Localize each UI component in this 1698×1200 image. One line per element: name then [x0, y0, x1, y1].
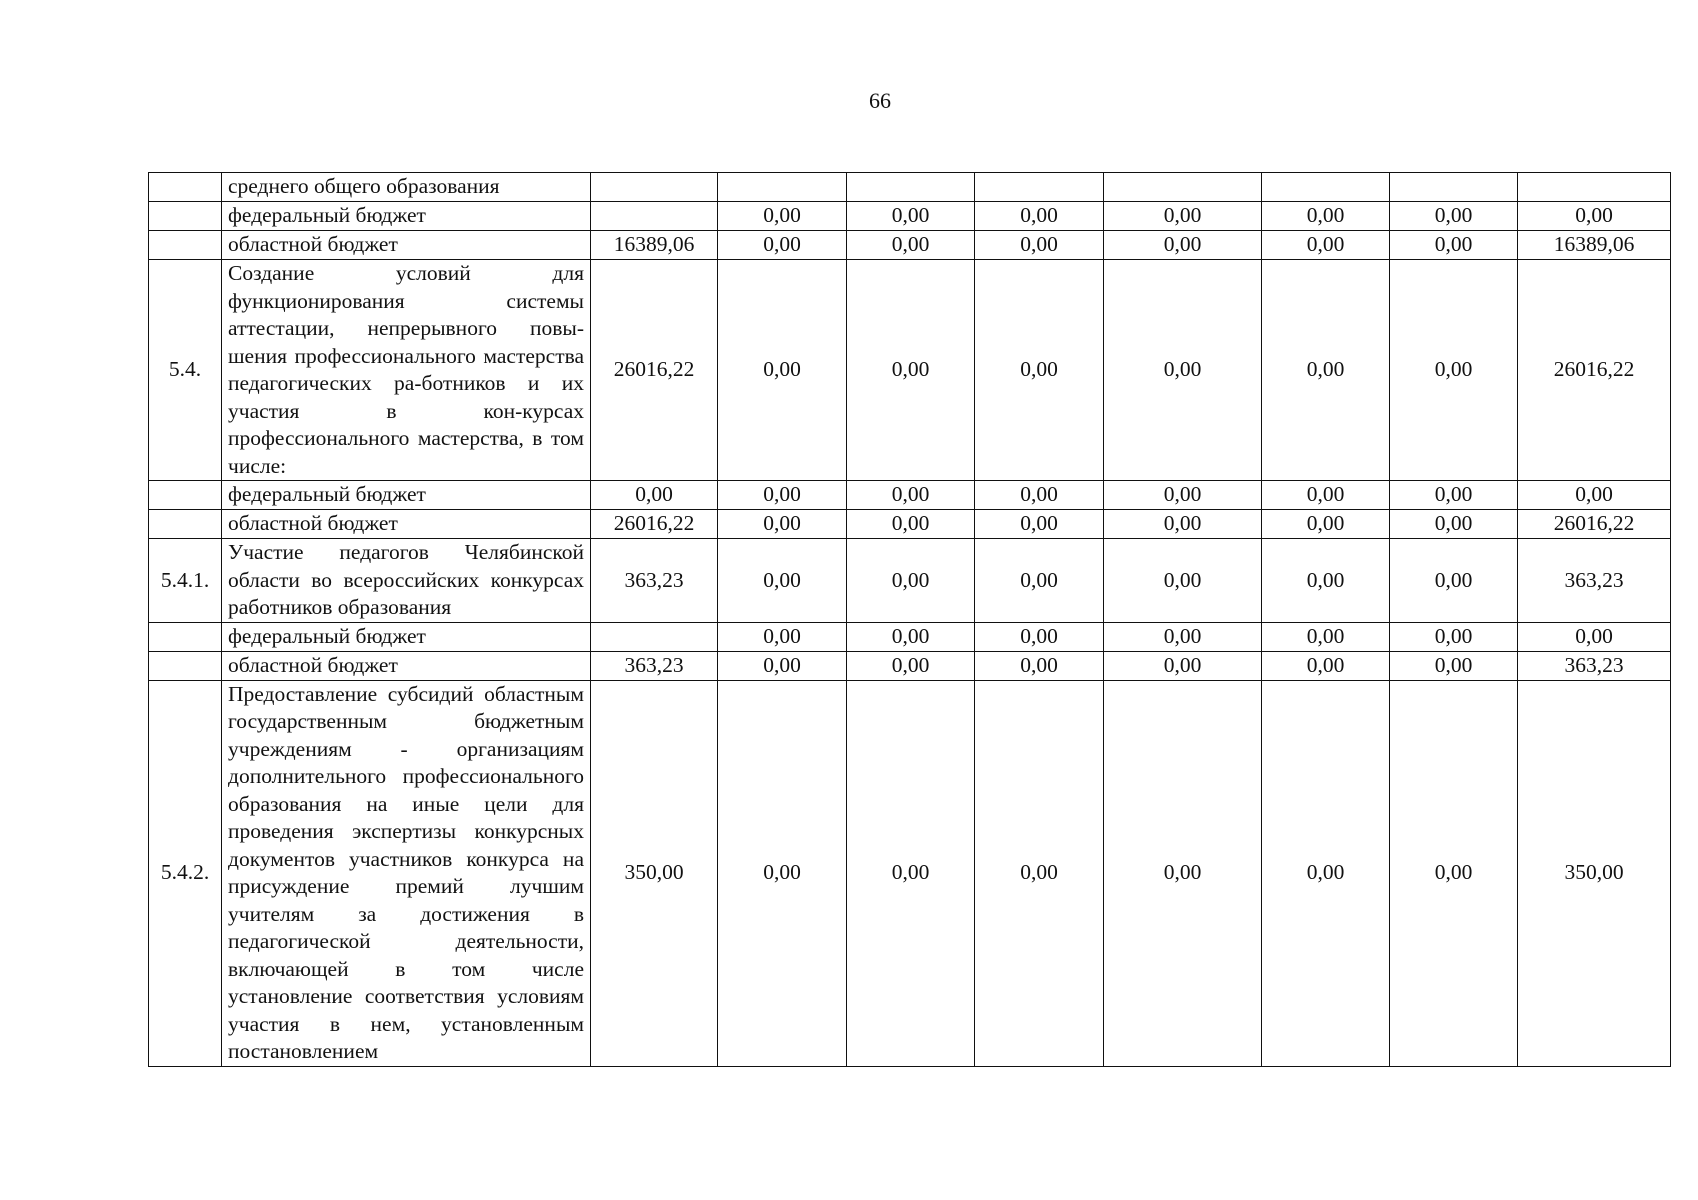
- amount-cell: 0,00: [975, 539, 1104, 623]
- page-number: 66: [869, 88, 891, 113]
- item-code-cell: [149, 510, 222, 539]
- program-item-row: [149, 539, 1671, 623]
- amount-cell: [718, 173, 847, 202]
- amount-cell: [975, 173, 1104, 202]
- amount-cell: 0,00: [1390, 481, 1518, 510]
- item-code-cell: [149, 622, 222, 651]
- item-code-cell: [149, 231, 222, 260]
- funding-source-row: [149, 651, 1671, 680]
- amount-cell: 0,00: [975, 481, 1104, 510]
- item-code-cell: [149, 651, 222, 680]
- amount-cell: 0,00: [847, 231, 975, 260]
- amount-cell: 0,00: [718, 651, 847, 680]
- amount-cell: [847, 173, 975, 202]
- table-body: [149, 173, 1671, 1067]
- funding-source-row: [149, 231, 1671, 260]
- amount-cell: 0,00: [718, 231, 847, 260]
- amount-cell: 0,00: [975, 231, 1104, 260]
- funding-source-cell: федеральный бюджет: [222, 622, 591, 651]
- amount-cell: 0,00: [718, 622, 847, 651]
- amount-cell: [1390, 173, 1518, 202]
- amount-cell: 0,00: [847, 481, 975, 510]
- funding-source-row: [149, 622, 1671, 651]
- amount-cell: 0,00: [718, 202, 847, 231]
- amount-cell: 0,00: [1104, 510, 1262, 539]
- amount-cell: 0,00: [847, 202, 975, 231]
- item-code-cell: [149, 173, 222, 202]
- amount-cell: 0,00: [1262, 260, 1390, 481]
- amount-cell: 0,00: [975, 680, 1104, 1066]
- amount-cell: 0,00: [1390, 260, 1518, 481]
- amount-cell: 0,00: [1262, 231, 1390, 260]
- funding-source-cell: среднего общего образования: [222, 173, 591, 202]
- amount-cell: [591, 202, 718, 231]
- amount-cell: 0,00: [1262, 481, 1390, 510]
- item-description-cell: Предоставление субсидий областным государственным бюджетным учреждениям - организациям дополнительного профессионального образования на иные цели для проведения экспертизы конкурсных документов участников конкурса на присуждение премий лучшим учителям за достижения в педагогической деятельности, включающей в том числе установление соответствия условиям участия в нем, установленным постановлением: [222, 680, 591, 1066]
- funding-source-cell: областной бюджет: [222, 651, 591, 680]
- amount-cell: 26016,22: [591, 260, 718, 481]
- item-code-cell: [149, 202, 222, 231]
- amount-cell: 0,00: [1262, 651, 1390, 680]
- amount-cell: 0,00: [1104, 680, 1262, 1066]
- funding-source-cell: областной бюджет: [222, 510, 591, 539]
- amount-cell: 0,00: [1518, 481, 1671, 510]
- amount-cell: 0,00: [847, 510, 975, 539]
- funding-source-cell: федеральный бюджет: [222, 481, 591, 510]
- program-item-row: [149, 260, 1671, 481]
- amount-cell: 0,00: [1262, 510, 1390, 539]
- amount-cell: 0,00: [1390, 651, 1518, 680]
- amount-cell: 0,00: [975, 510, 1104, 539]
- amount-cell: 0,00: [1262, 680, 1390, 1066]
- budget-table: [148, 172, 1671, 1067]
- funding-source-row: [149, 202, 1671, 231]
- amount-cell: 0,00: [1390, 231, 1518, 260]
- funding-source-row: [149, 510, 1671, 539]
- amount-cell: 26016,22: [1518, 260, 1671, 481]
- amount-cell: 0,00: [1390, 202, 1518, 231]
- amount-cell: 350,00: [591, 680, 718, 1066]
- funding-source-row: [149, 173, 1671, 202]
- amount-cell: 16389,06: [1518, 231, 1671, 260]
- amount-cell: 26016,22: [1518, 510, 1671, 539]
- amount-cell: 0,00: [1104, 651, 1262, 680]
- amount-cell: 0,00: [1262, 622, 1390, 651]
- amount-cell: 0,00: [975, 260, 1104, 481]
- amount-cell: [591, 622, 718, 651]
- amount-cell: 0,00: [718, 539, 847, 623]
- funding-source-row: [149, 481, 1671, 510]
- item-code-cell: 5.4.: [149, 260, 222, 481]
- amount-cell: 0,00: [975, 651, 1104, 680]
- amount-cell: 0,00: [1390, 510, 1518, 539]
- amount-cell: 363,23: [591, 539, 718, 623]
- amount-cell: 0,00: [591, 481, 718, 510]
- program-item-row: [149, 680, 1671, 1066]
- amount-cell: [1104, 173, 1262, 202]
- amount-cell: 0,00: [1104, 260, 1262, 481]
- item-description-cell: Участие педагогов Челябинской области во всероссийских конкурсах работников образования: [222, 539, 591, 623]
- amount-cell: 0,00: [1104, 202, 1262, 231]
- amount-cell: 16389,06: [591, 231, 718, 260]
- amount-cell: 0,00: [1262, 202, 1390, 231]
- amount-cell: 0,00: [1518, 202, 1671, 231]
- item-code-cell: 5.4.2.: [149, 680, 222, 1066]
- amount-cell: 0,00: [847, 260, 975, 481]
- amount-cell: [1262, 173, 1390, 202]
- item-code-cell: 5.4.1.: [149, 539, 222, 623]
- amount-cell: 0,00: [1390, 622, 1518, 651]
- amount-cell: 350,00: [1518, 680, 1671, 1066]
- amount-cell: 363,23: [1518, 539, 1671, 623]
- amount-cell: 0,00: [847, 651, 975, 680]
- amount-cell: 0,00: [847, 622, 975, 651]
- amount-cell: 26016,22: [591, 510, 718, 539]
- amount-cell: 0,00: [718, 481, 847, 510]
- amount-cell: 0,00: [847, 680, 975, 1066]
- funding-source-cell: федеральный бюджет: [222, 202, 591, 231]
- item-description-cell: Создание условий для функционирования системы аттестации, непрерывного повы-шения профессионального мастерства педагогических ра-ботников и их участия в кон-курсах профессионального мастерства, в том числе:: [222, 260, 591, 481]
- amount-cell: 0,00: [718, 510, 847, 539]
- funding-source-cell: областной бюджет: [222, 231, 591, 260]
- amount-cell: 363,23: [1518, 651, 1671, 680]
- amount-cell: [591, 173, 718, 202]
- amount-cell: [1518, 173, 1671, 202]
- amount-cell: 0,00: [975, 202, 1104, 231]
- amount-cell: 0,00: [1104, 231, 1262, 260]
- amount-cell: 0,00: [718, 680, 847, 1066]
- amount-cell: 0,00: [1390, 539, 1518, 623]
- amount-cell: 363,23: [591, 651, 718, 680]
- amount-cell: 0,00: [1390, 680, 1518, 1066]
- amount-cell: 0,00: [1104, 539, 1262, 623]
- amount-cell: 0,00: [1518, 622, 1671, 651]
- amount-cell: 0,00: [1262, 539, 1390, 623]
- amount-cell: 0,00: [847, 539, 975, 623]
- amount-cell: 0,00: [718, 260, 847, 481]
- amount-cell: 0,00: [975, 622, 1104, 651]
- amount-cell: 0,00: [1104, 622, 1262, 651]
- item-code-cell: [149, 481, 222, 510]
- amount-cell: 0,00: [1104, 481, 1262, 510]
